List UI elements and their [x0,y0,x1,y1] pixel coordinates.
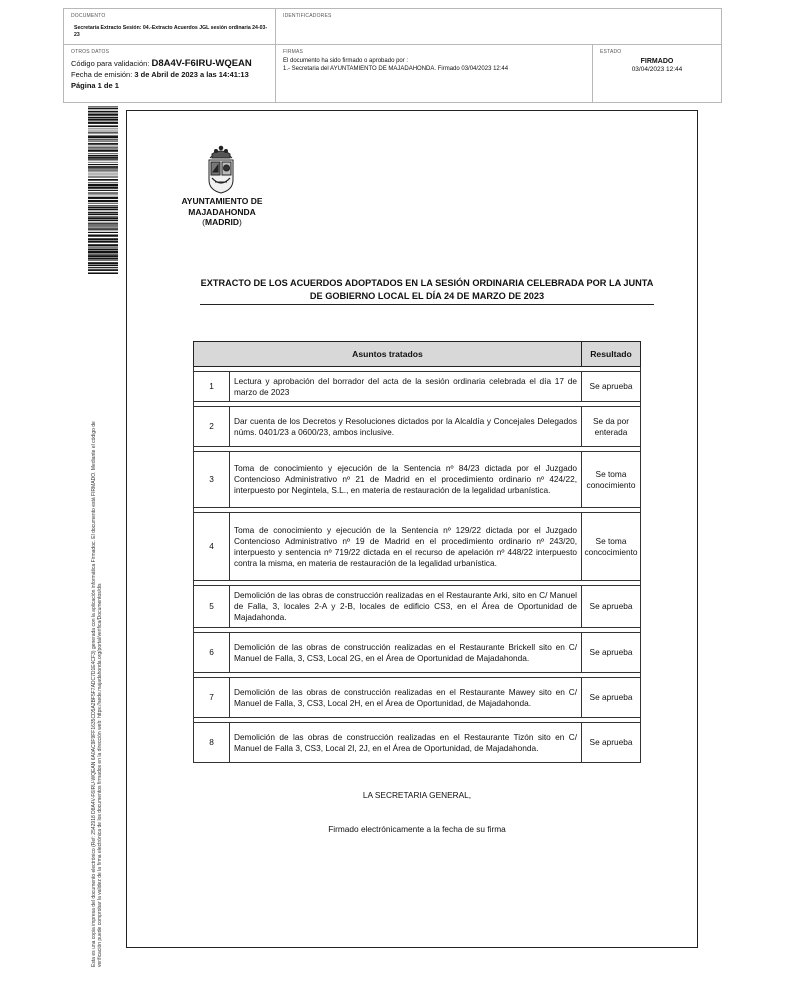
barcode-bar [88,174,118,175]
document-title: EXTRACTO DE LOS ACUERDOS ADOPTADOS EN LA SESIÓN ORDINARIA CELEBRADA POR LA JUNTA DE GOBIERNO LOCAL EL DÍA 24 DE MARZO DE 2023 [200,277,654,305]
barcode-bar [88,176,118,177]
barcode-bar [88,255,118,257]
barcode-bar [88,213,118,215]
barcode-bar [88,125,118,127]
barcode-bar [88,153,118,154]
identificadores-label: IDENTIFICADORES [283,13,332,19]
barcode-bar [88,150,118,152]
row-number: 5 [194,586,230,628]
barcode-bar [88,139,118,140]
row-description: Demolición de las obras de construcción realizadas en el Restaurante Brickell sito en C/ Manuel de Falla, 3, CS3, Local 2G, en el Área de Oportunidad de Majadahonda. [230,633,582,673]
barcode-bar [88,143,118,145]
barcode-bar [88,225,118,226]
barcode-bar [88,238,118,240]
row-number: 6 [194,633,230,673]
barcode-bar [88,155,118,157]
fecha-emision [71,70,271,79]
barcode-bar [88,200,118,202]
barcode-bar [88,122,118,124]
document-header [63,8,722,103]
barcode-bar [88,131,118,132]
barcode-bar [88,262,118,264]
barcode-bar [88,272,118,274]
barcode-bar [88,177,118,178]
firmas-cell [276,45,593,102]
barcode-bar [88,166,118,168]
row-result: Se aprueba [582,633,641,673]
row-description: Toma de conocimiento y ejecución de la Sentencia nº 129/22 dictada por el Juzgado Contencioso Administrativo nº 19 de Madrid en el procedimiento ordinario nº 243/20, interpuesto y sentencia nº 719/22 dictada en el recurso de apelación nº 448/22 interpuesto contra la misma, en materia de restauración de la legalidad urbanística. [230,513,582,581]
column-header-resultado: Resultado [582,342,641,367]
signature-note: Firmado electrónicamente a la fecha de su firma [328,824,506,834]
estado-value: FIRMADO [640,58,674,65]
table-row [194,407,641,447]
barcode-bar [88,267,118,268]
barcode-bar [88,135,118,136]
table-row [194,723,641,763]
barcode-bar [88,235,118,237]
fecha-value: 3 de Abril de 2023 a las 14:41:13 [134,70,249,79]
barcode-bar [88,111,118,113]
row-description: Lectura y aprobación del borrador del acta de la sesión ordinaria celebrada el día 17 de marzo de 2023 [230,372,582,402]
identificadores-cell [276,9,721,45]
table-header [194,342,641,367]
barcode-bar [88,205,118,206]
barcode-bar [88,260,118,261]
barcode-bar [88,146,118,147]
barcode-bar [88,106,118,107]
firmas-label: FIRMAS [283,49,304,55]
estado-label: ESTADO [600,49,622,55]
barcode-bar [88,182,118,183]
row-result: Se aprueba [582,678,641,718]
side-text-line1: Esta es una copia impresa del documento electrónico (Ref: 2542918 D8A4V-F6IRU-WQEAN 6A0AC9F9FF1635CD5A2BF5F7ADC7D1E4CF3) generada con la aplicación informática Firmadoc. El documento está FIRMADO. Mediante el código de [91,421,97,967]
barcode-bar [88,241,118,243]
signature-role: LA SECRETARIA GENERAL, [362,790,472,800]
table-row [194,513,641,581]
barcode-bar [88,203,118,204]
row-result: Se aprueba [582,723,641,763]
fecha-label: Fecha de emisión: [71,70,133,79]
barcode-bar [88,216,118,217]
row-number: 4 [194,513,230,581]
row-description: Toma de conocimiento y ejecución de la Sentencia nº 84/23 dictada por el Juzgado Contencioso Administrativo nº 21 de Madrid en el procedimiento ordinario nº 424/22, interpuesto por Negintela, S.L., en materia de restauración de la legalidad urbanística. [230,452,582,508]
row-number: 3 [194,452,230,508]
verification-side-text [91,297,104,967]
barcode-bar [88,179,118,181]
documento-value: Secretaría Extracto Sesión: 04.-Extracto Acuerdos JGL sesión ordinaria 24-03-23 [74,25,268,38]
barcode-bar [88,217,118,219]
row-result: Se toma concocimiento [582,513,641,581]
firmas-line: 1.- Secretaria del AYUNTAMIENTO DE MAJADAHONDA. Firmado 03/04/2023 12:44 [283,65,509,72]
row-number: 1 [194,372,230,402]
barcode-bar [88,247,118,248]
barcode-bar [88,229,118,230]
barcode-bar [88,108,118,110]
barcode-bar [88,187,118,189]
barcode-bar [88,212,118,213]
row-description: Dar cuenta de los Decretos y Resoluciones dictados por la Alcaldía y Concejales Delegados núms. 0401/23 a 0600/23, ambos inclusive. [230,407,582,447]
row-number: 8 [194,723,230,763]
row-description: Demolición de las obras de construcción realizadas en el Restaurante Arki, sito en C/ Manuel de Falla, 3, locales 2-A y 2-B, locales de edificio CS3, en el Área de Oportunidad de Majadahonda. [230,586,582,628]
barcode-bar [88,114,118,116]
row-number: 7 [194,678,230,718]
barcode-bar [88,209,118,211]
barcode-bar [88,192,118,193]
barcode-bar [88,129,118,130]
barcode-bar [88,223,118,224]
barcode-bar [88,117,118,119]
barcode-bar [88,168,118,169]
codigo-label: Código para validación: [71,59,150,68]
barcode-bar [88,162,118,163]
table-row [194,586,641,628]
otros-datos-label: OTROS DATOS [71,49,110,55]
barcode-bar [88,132,118,133]
row-number: 2 [194,407,230,447]
barcode-bar [88,224,118,225]
barcode-bar [88,172,118,173]
barcode-bar [88,195,118,196]
barcode-bar [88,119,118,121]
barcode-bar [88,220,118,221]
table-row [194,633,641,673]
row-result: Se da por enterada [582,407,641,447]
barcode-bar [88,232,118,233]
row-result: Se toma conocimiento [582,452,641,508]
barcode [88,106,118,274]
documento-label: DOCUMENTO [71,13,106,19]
barcode-bar [88,258,118,260]
coat-of-arms-icon [202,142,240,196]
agreements-table [193,341,641,763]
row-description: Demolición de las obras de construcción realizadas en el Restaurante Tizón sito en C/ Manuel de Falla 3, CS3, Local 2I, 2J, en el Área de Oportunidad, de Majadahonda. [230,723,582,763]
barcode-bar [88,159,118,160]
pagina: Página 1 de 1 [71,81,119,90]
barcode-bar [88,249,118,251]
table-row [194,452,641,508]
estado-date: 03/04/2023 12:44 [631,66,683,73]
barcode-bar [88,244,118,246]
barcode-bar [88,265,118,266]
barcode-bar [88,228,118,229]
barcode-bar [88,157,118,159]
organization-name: AYUNTAMIENTO DE MAJADAHONDA (MADRID) [181,196,263,227]
row-result: Se aprueba [582,372,641,402]
barcode-bar [88,147,118,148]
otros-datos-cell [64,45,276,102]
barcode-bar [88,269,118,271]
table-row [194,678,641,718]
barcode-bar [88,251,118,253]
barcode-bar [88,254,118,255]
barcode-bar [88,197,118,199]
row-description: Demolición de las obras de construcción realizadas en el Restaurante Mawey sito en C/ Manuel de Falla, 3, CS3, Local 2H, en el Área de Oportunidad, de Majadahonda. [230,678,582,718]
firmas-intro: El documento ha sido firmado o aprobado por : [283,58,409,64]
documento-cell [64,9,276,45]
barcode-bar [88,184,118,186]
barcode-bar [88,190,118,191]
barcode-bar [88,141,118,142]
barcode-bar [88,207,118,208]
column-header-asuntos: Asuntos tratados [194,342,582,367]
barcode-bar [88,170,118,171]
codigo-validacion [71,59,271,68]
side-text-line2: verificación puede comprobar la validez de la firma electrónica de los documentos firmados en la dirección web: https://sede.majadahonda.org/portal/verifica/Documentos/dis [97,583,104,967]
table-row [194,372,641,402]
barcode-bar [88,136,118,138]
barcode-bar [88,164,118,165]
row-result: Se aprueba [582,586,641,628]
codigo-value: D8A4V-F6IRU-WQEAN [151,58,252,69]
estado-cell [593,45,721,102]
